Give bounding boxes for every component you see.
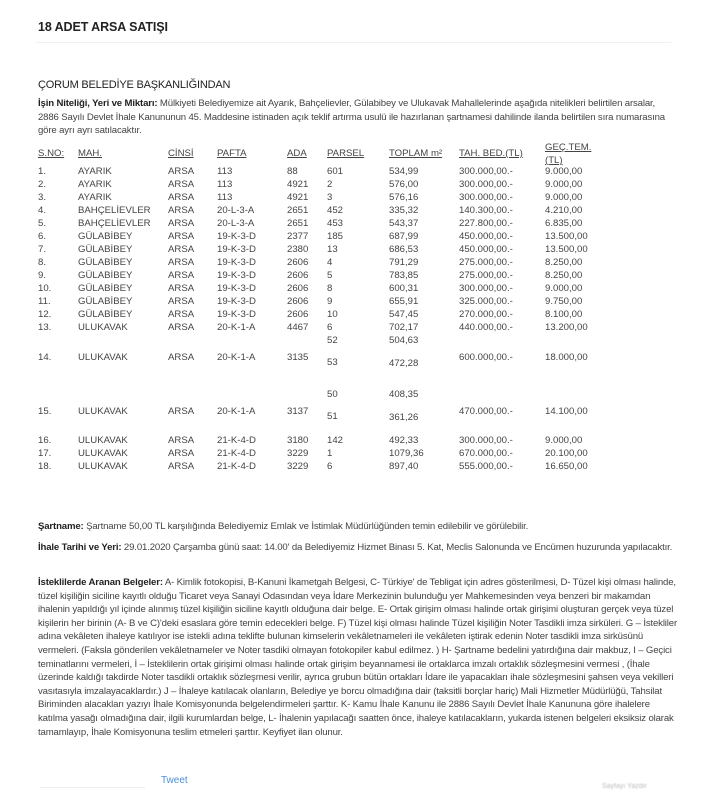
organization-heading: ÇORUM BELEDİYE BAŞKANLIĞINDAN <box>38 79 231 91</box>
cell-pafta: 20-L-3-A <box>217 218 255 229</box>
header-ada: ADA <box>287 148 307 159</box>
cell-no: 2. <box>38 179 47 190</box>
cell-cins: ARSA <box>168 179 195 190</box>
cell-m2: 600,31 <box>389 283 419 294</box>
intro-label: İşin Niteliği, Yeri ve Miktarı: <box>38 98 158 109</box>
cell-ada: 2606 <box>287 270 309 281</box>
cell-ada: 2606 <box>287 283 309 294</box>
cell-no: 10. <box>38 283 52 294</box>
cell-m2: 576,00 <box>389 179 419 190</box>
cell-mah: AYARIK <box>78 166 112 177</box>
cell-pafta: 19-K-3-D <box>217 296 256 307</box>
cell-mah: GÜLABİBEY <box>78 309 133 320</box>
cell-cins: ARSA <box>168 309 195 320</box>
cell-ada: 4921 <box>287 192 309 203</box>
header-gec-tem: GEÇ.TEM. <box>545 142 592 153</box>
header-mah: MAH. <box>78 148 102 159</box>
cell-bedel: 300.000,00.- <box>459 192 513 203</box>
cell-m2: 335,32 <box>389 205 419 216</box>
cell-bedel: 270.000,00.- <box>459 309 513 320</box>
cell-no: 16. <box>38 435 52 446</box>
cell-no: 18. <box>38 461 52 472</box>
cell-ada: 3180 <box>287 435 309 446</box>
cell-pafta: 19-K-3-D <box>217 257 256 268</box>
cell-m2: 791,29 <box>389 257 419 268</box>
cell-cins: ARSA <box>168 461 195 472</box>
cell-no: 8. <box>38 257 47 268</box>
cell-cins: ARSA <box>168 244 195 255</box>
cell-ada: 4921 <box>287 179 309 190</box>
cell-parsel: 10 <box>327 309 338 320</box>
cell-ada: 3137 <box>287 406 309 417</box>
cell-bedel: 275.000,00.- <box>459 270 513 281</box>
cell-ada: 88 <box>287 166 298 177</box>
cell-m2: 547,45 <box>389 309 419 320</box>
cell-bedel: 440.000,00.- <box>459 322 513 333</box>
cell-bedel: 227.800,00.- <box>459 218 513 229</box>
header-pafta: PAFTA <box>217 148 247 159</box>
cell-bedel: 300.000,00.- <box>459 435 513 446</box>
cell-pafta: 19-K-3-D <box>217 309 256 320</box>
cell-m2: 655,91 <box>389 296 419 307</box>
cell-parsel: 1 <box>327 448 333 459</box>
cell-tem: 13.500,00 <box>545 244 588 255</box>
cell-parsel-b: 53 <box>327 357 338 368</box>
cell-pafta: 19-K-3-D <box>217 244 256 255</box>
cell-pafta: 20-K-1-A <box>217 352 256 363</box>
cell-ada: 2651 <box>287 218 309 229</box>
cell-tem: 14.100,00 <box>545 406 588 417</box>
cell-tem: 4.210,00 <box>545 205 583 216</box>
cell-tem: 9.750,00 <box>545 296 583 307</box>
cell-mah: GÜLABİBEY <box>78 257 133 268</box>
header-gec-tem-unit: (TL) <box>545 155 563 166</box>
cell-no: 11. <box>38 296 51 307</box>
cell-bedel: 450.000,00.- <box>459 231 513 242</box>
cell-ada: 2606 <box>287 309 309 320</box>
cell-pafta: 19-K-3-D <box>217 283 256 294</box>
cell-tem: 9.000,00 <box>545 179 583 190</box>
cell-pafta: 113 <box>217 179 233 190</box>
cell-cins: ARSA <box>168 231 195 242</box>
cell-tem: 9.000,00 <box>545 192 583 203</box>
cell-m2: 897,40 <box>389 461 419 472</box>
cell-cins: ARSA <box>168 322 195 333</box>
cell-parsel: 142 <box>327 435 344 446</box>
cell-pafta: 21-K-4-D <box>217 461 256 472</box>
belgeler-text: A- Kimlik fotokopisi, B-Kanuni İkametgah Belgesi, C- Türkiye' de Tebligat için adres gösterilmesi, D- Tüzel kişi olması halinde, tüzel kişiliğin siciline kayıtlı olduğu Ticaret veya Sanayi Odasından veya İdare Merkezinin bulunduğu yer Mahkemesinden veya benzeri bir makamdan ihalenin yapıldığı yıl içinde alınmış tüzel kişiliğin siciline kayıtlı olduğuna dair belge. E- Ortak girişim olması halinde ortak girişimi oluşturan gerçek veya tüzel kişilerin her birinin (A- B ve C)'deki esaslara göre temin edecekleri belge. F) Tüzel kişi olması halinde Tüzel kişiliğin Noter Tasdikli imza sirküleri. G – İstekliler adına vekâleten ihaleye katılıyor ise istekli adına teklifte bulunan kimselerin vekâletnameleri ile vekâleten iştirak edenin Noter tasdikli imza sirküsünü vermeleri. (Faksla gönderilen vekâletnameler ve Noter tasdiki olmayan fotokopiler kabul edilmez. ) H- Şartname bedelini yatırdığına dair makbuz, I – Geçici teminatlarını vermeleri, İ – İsteklilerin ortak girişimi olması halinde ortak girişim beyannamesi ile ortaklarca imzalı ortaklık sözleşmesini vermesi , (İhale üzerinde kaldığı takdirde Noter tasdikli ortaklık sözleşmesi verilir, ayrıca grubun bütün ortakları İdare ile yapacakları ihale sözleşmesini şahsen veya vekilleri vasıtasıyla imzalayacaklardır.) J – İhaleye katılacak olanların, Belediye ye borcu olmadığına dair (taksitli borçlar hariç) Mali Hizmetler Müdürlüğü, Tahsilat Biriminden alacakları yazıyı İhale Komisyonunda belgelendirmeleri şarttır. K- Kamu İhale Kanunu ile 2886 Sayılı Devlet İhale Kanununa göre ihalelere katılma yasağı olmadığına dair, ilgili kurumlardan belge, L- İhalenin yapılacağı saatten önce, ihaleye katılacakların, yukarda istenen belgeleri eksiksiz olarak tamamlayıp, İhale Komisyonuna teslim etmeleri şarttır. Keyfiyet ilan olunur. <box>38 577 677 738</box>
page-title: 18 ADET ARSA SATIŞI <box>38 20 168 34</box>
cell-pafta: 113 <box>217 166 233 177</box>
cell-no: 4. <box>38 205 47 216</box>
cell-m2: 492,33 <box>389 435 419 446</box>
cell-parsel-a: 52 <box>327 335 338 346</box>
cell-pafta: 19-K-3-D <box>217 231 256 242</box>
cell-tem: 13.200,00 <box>545 322 588 333</box>
header-parsel: PARSEL <box>327 148 365 159</box>
header-toplam: TOPLAM m² <box>389 148 443 159</box>
cell-m2: 783,85 <box>389 270 419 281</box>
intro-text: Mülkiyeti Belediyemize ait Ayarık, Bahçelievler, Gülabibey ve Ulukavak Mahallelerinde aşağıda nitelikleri belirtilen arsalar, 2886 Sayılı Devlet İhale Kanununun 45. Maddesine istinaden açık teklif artırma usulü ile hazırlanan şartnamesi dahilinde ilanda belirtilen sıra numarasına göre ayrı ayrı satılacaktır. <box>38 98 665 137</box>
cell-mah: GÜLABİBEY <box>78 296 133 307</box>
cell-m2: 687,99 <box>389 231 419 242</box>
cell-pafta: 20-K-1-A <box>217 322 256 333</box>
cell-parsel: 185 <box>327 231 344 242</box>
cell-mah: ULUKAVAK <box>78 406 128 417</box>
cell-parsel: 5 <box>327 270 333 281</box>
cell-mah: AYARIK <box>78 192 112 203</box>
cell-ada: 2606 <box>287 296 309 307</box>
cell-bedel: 450.000,00.- <box>459 244 513 255</box>
cell-parsel-a: 50 <box>327 389 338 400</box>
cell-ada: 2377 <box>287 231 309 242</box>
cell-mah: ULUKAVAK <box>78 461 128 472</box>
cell-mah: GÜLABİBEY <box>78 244 133 255</box>
cell-mah: GÜLABİBEY <box>78 283 133 294</box>
ihale-label: İhale Tarihi ve Yeri: <box>38 542 122 553</box>
cell-no: 6. <box>38 231 47 242</box>
belgeler-paragraph <box>38 576 678 739</box>
cell-no: 9. <box>38 270 47 281</box>
cell-ada: 3229 <box>287 461 309 472</box>
cell-ada: 2651 <box>287 205 309 216</box>
cell-parsel: 6 <box>327 322 333 333</box>
ihale-text: 29.01.2020 Çarşamba günü saat: 14.00' da Belediyemiz Hizmet Binası 5. Kat, Meclis Salonunda ve Encümen huzurunda yapılacaktır. <box>121 542 673 553</box>
cell-m2-b: 361,26 <box>389 412 419 423</box>
cell-parsel: 453 <box>327 218 344 229</box>
cell-pafta: 21-K-4-D <box>217 435 256 446</box>
cell-tem: 9.000,00 <box>545 166 583 177</box>
cell-no: 3. <box>38 192 47 203</box>
cell-cins: ARSA <box>168 218 195 229</box>
sartname-paragraph <box>38 520 678 534</box>
title-divider <box>36 42 671 43</box>
cell-parsel: 2 <box>327 179 333 190</box>
cell-m2: 1079,36 <box>389 448 424 459</box>
cell-cins: ARSA <box>168 205 195 216</box>
cell-no: 17. <box>38 448 52 459</box>
cell-m2-b: 472,28 <box>389 358 419 369</box>
cell-parsel-b: 51 <box>327 411 338 422</box>
cell-ada: 2606 <box>287 257 309 268</box>
sartname-text: Şartname 50,00 TL karşılığında Belediyemiz Emlak ve İstimlak Müdürlüğünden temin edilebilir ve görülebilir. <box>83 521 529 532</box>
cell-bedel: 300.000,00.- <box>459 283 513 294</box>
cell-no: 13. <box>38 322 52 333</box>
cell-ada: 3229 <box>287 448 309 459</box>
cell-tem: 9.000,00 <box>545 283 583 294</box>
cell-mah: BAHÇELİEVLER <box>78 218 151 229</box>
cell-m2: 576,16 <box>389 192 419 203</box>
cell-bedel: 275.000,00.- <box>459 257 513 268</box>
cell-bedel: 600.000,00.- <box>459 352 513 363</box>
cell-tem: 8.250,00 <box>545 270 583 281</box>
cell-mah: BAHÇELİEVLER <box>78 205 151 216</box>
cell-tem: 8.100,00 <box>545 309 583 320</box>
cell-no: 5. <box>38 218 47 229</box>
cell-parsel: 601 <box>327 166 344 177</box>
intro-paragraph <box>38 97 678 138</box>
cell-m2: 534,99 <box>389 166 419 177</box>
cell-bedel: 300.000,00.- <box>459 179 513 190</box>
cell-no: 14. <box>38 352 52 363</box>
cell-cins: ARSA <box>168 435 195 446</box>
cell-tem: 20.100,00 <box>545 448 588 459</box>
belgeler-label: İsteklilerde Aranan Belgeler: <box>38 577 163 588</box>
cell-mah: ULUKAVAK <box>78 322 128 333</box>
share-divider <box>40 787 145 788</box>
cell-cins: ARSA <box>168 352 195 363</box>
cell-pafta: 20-K-1-A <box>217 406 256 417</box>
cell-cins: ARSA <box>168 166 195 177</box>
cell-cins: ARSA <box>168 406 195 417</box>
cell-mah: AYARIK <box>78 179 112 190</box>
cell-parsel: 452 <box>327 205 344 216</box>
cell-mah: GÜLABİBEY <box>78 270 133 281</box>
cell-tem: 8.250,00 <box>545 257 583 268</box>
cell-pafta: 19-K-3-D <box>217 270 256 281</box>
cell-bedel: 300.000,00.- <box>459 166 513 177</box>
header-sno: S.NO: <box>38 148 65 159</box>
cell-mah: ULUKAVAK <box>78 448 128 459</box>
cell-m2-a: 504,63 <box>389 335 419 346</box>
cell-bedel: 470.000,00.- <box>459 406 513 417</box>
cell-cins: ARSA <box>168 448 195 459</box>
ihale-paragraph <box>38 541 678 555</box>
cell-parsel: 6 <box>327 461 333 472</box>
cell-mah: ULUKAVAK <box>78 352 128 363</box>
sartname-label: Şartname: <box>38 521 84 532</box>
cell-cins: ARSA <box>168 192 195 203</box>
cell-parsel: 3 <box>327 192 333 203</box>
cell-parsel: 8 <box>327 283 333 294</box>
cell-parsel: 13 <box>327 244 338 255</box>
cell-mah: ULUKAVAK <box>78 435 128 446</box>
cell-pafta: 113 <box>217 192 233 203</box>
cell-parsel: 4 <box>327 257 333 268</box>
cell-no: 15. <box>38 406 52 417</box>
cell-bedel: 325.000,00.- <box>459 296 513 307</box>
cell-pafta: 21-K-4-D <box>217 448 256 459</box>
cell-m2: 702,17 <box>389 322 419 333</box>
cell-no: 7. <box>38 244 47 255</box>
cell-tem: 13.500,00 <box>545 231 588 242</box>
cell-mah: GÜLABİBEY <box>78 231 133 242</box>
cell-tem: 6.835,00 <box>545 218 583 229</box>
tweet-link[interactable]: Tweet <box>161 775 188 786</box>
cell-m2: 543,37 <box>389 218 419 229</box>
cell-pafta: 20-L-3-A <box>217 205 255 216</box>
header-tah-bed: TAH. BED.(TL) <box>459 148 523 159</box>
cell-cins: ARSA <box>168 270 195 281</box>
cell-m2-a: 408,35 <box>389 389 419 400</box>
cell-cins: ARSA <box>168 257 195 268</box>
cell-cins: ARSA <box>168 283 195 294</box>
print-link-cutoff[interactable]: Sayfayı Yazdır <box>602 783 647 790</box>
header-cinsi: CİNSİ <box>168 148 194 159</box>
cell-m2: 686,53 <box>389 244 419 255</box>
cell-no: 1. <box>38 166 47 177</box>
cell-ada: 4467 <box>287 322 309 333</box>
cell-bedel: 140.300,00.- <box>459 205 513 216</box>
cell-tem: 18.000,00 <box>545 352 588 363</box>
cell-no: 12. <box>38 309 52 320</box>
cell-cins: ARSA <box>168 296 195 307</box>
cell-parsel: 9 <box>327 296 333 307</box>
cell-bedel: 555.000,00.- <box>459 461 513 472</box>
cell-tem: 16.650,00 <box>545 461 588 472</box>
cell-bedel: 670.000,00.- <box>459 448 513 459</box>
cell-ada: 2380 <box>287 244 309 255</box>
cell-ada: 3135 <box>287 352 309 363</box>
cell-tem: 9.000,00 <box>545 435 583 446</box>
